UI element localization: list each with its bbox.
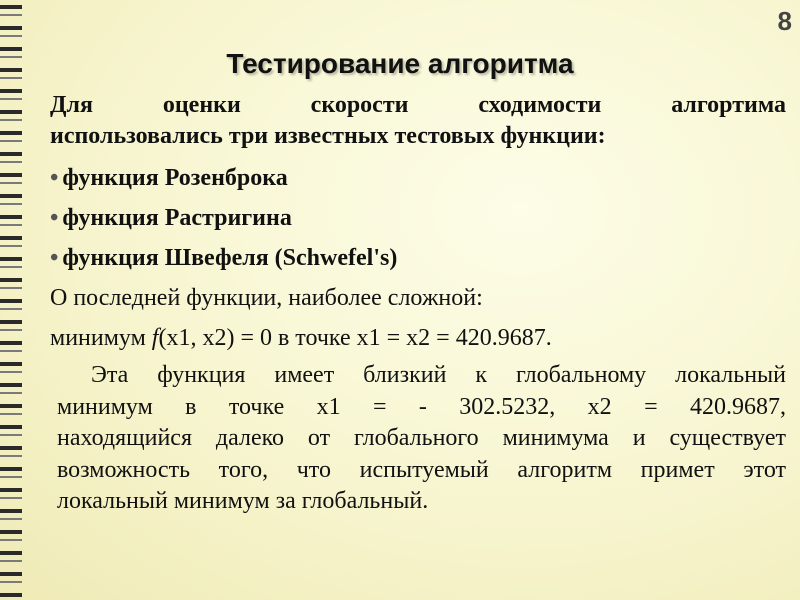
function-list [50, 158, 786, 278]
list-item [50, 198, 786, 238]
minimum-prefix: минимум [50, 325, 152, 351]
description-paragraph [57, 360, 786, 518]
bullet-glyph: • [50, 205, 59, 231]
bullet-glyph: • [50, 165, 59, 191]
minimum-line [50, 318, 786, 358]
slide-number: 8 [777, 6, 792, 36]
minimum-args: (x1, x2) = 0 в точке [158, 325, 357, 351]
slide-title: Тестирование алгоритма [226, 48, 574, 79]
function-symbol: f [151, 325, 159, 351]
list-item [50, 238, 786, 278]
slide-content [50, 90, 786, 358]
paragraph-line: локальный минимум за глобальный. [57, 488, 429, 514]
paragraph-line: Эта функция имеет близкий к глобальному локальный [91, 362, 786, 388]
paragraph-line: находящийся далеко от глобального минимума и существует [57, 425, 786, 451]
intro-line-2: использовались три известных тестовых функции: [50, 123, 606, 149]
minimum-point: x1 = x2 = 420.9687. [356, 325, 552, 351]
list-item-label: функция Розенброка [62, 165, 288, 191]
last-function-line: О последней функции, наиболее сложной: [50, 285, 483, 311]
paragraph-line: минимум в точке x1 = - 302.5232, x2 = 420.9687, [57, 393, 786, 420]
intro-text [50, 90, 786, 152]
list-item-label: функция Растригина [62, 205, 292, 231]
spiral-binding [0, 0, 30, 600]
list-item [50, 158, 786, 198]
list-item-label: функция Швефеля (Schwefel's) [62, 245, 398, 271]
paragraph-line: возможность того, что испытуемый алгоритм примет этот [57, 456, 786, 483]
bullet-glyph: • [50, 245, 59, 271]
intro-line-1: Для оценки скорости сходимости алгортима [50, 92, 786, 118]
